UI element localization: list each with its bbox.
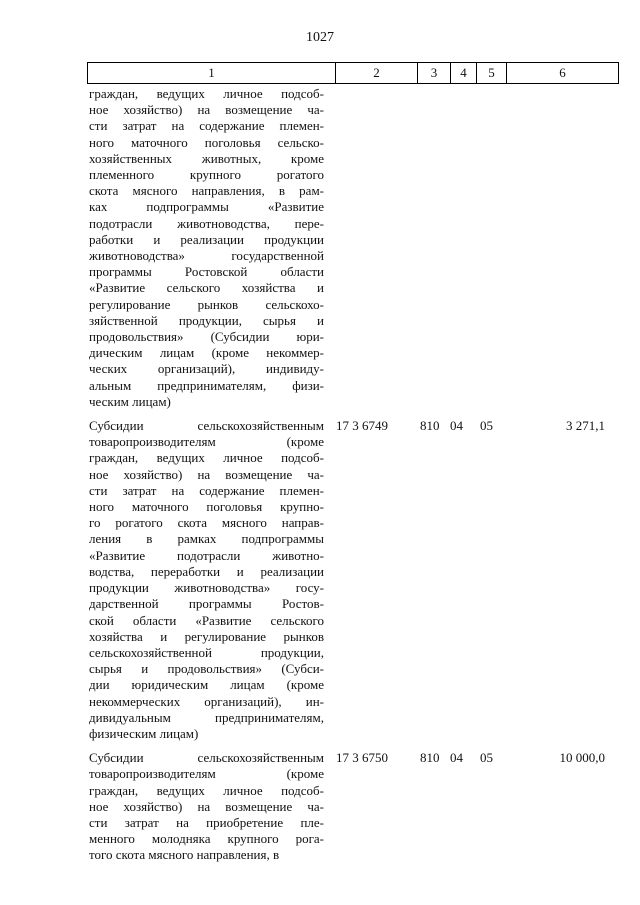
description-line: товаропроизводителям (кроме xyxy=(89,434,324,450)
subsection-code xyxy=(472,86,506,410)
table-row xyxy=(87,86,619,410)
table-header xyxy=(87,62,619,84)
subsection-code: 05 xyxy=(480,750,493,766)
description-line: товаропроизводителям (кроме xyxy=(89,766,324,782)
description-line: работки и реализации продукции xyxy=(89,231,324,247)
header-col-2: 2 xyxy=(336,63,418,83)
description-line: Субсидии сельскохозяйственным xyxy=(89,418,324,434)
description-line: физическим лицам) xyxy=(89,725,199,741)
description-line: менного молодняка крупного рога- xyxy=(89,831,324,847)
description-line: го рогатого скота мясного направ- xyxy=(89,515,324,531)
description-line: ного маточного поголовья крупно- xyxy=(89,499,324,515)
description-line: дивидуальным предпринимателям, xyxy=(89,709,324,725)
description-line: хозяйства и регулирование рынков xyxy=(89,628,324,644)
description-line: ного маточного поголовья сельско- xyxy=(89,134,324,150)
description-line: дии юридическим лицам (кроме xyxy=(89,677,324,693)
description-line: дарственной программы Ростов- xyxy=(89,596,324,612)
table-row xyxy=(87,418,619,742)
description-line: сти затрат на содержание племен- xyxy=(89,118,324,134)
description-line: дическим лицам (кроме некоммер- xyxy=(89,345,324,361)
row-description xyxy=(87,86,324,410)
table-row xyxy=(87,750,619,863)
target-article-code xyxy=(324,86,416,410)
target-article-code: 17 3 6749 xyxy=(336,418,388,434)
description-line: хозяйственных животных, кроме xyxy=(89,150,324,166)
description-line: сырья и продовольствия» (Субси- xyxy=(89,661,324,677)
section-code xyxy=(446,86,472,410)
section-code: 04 xyxy=(450,418,463,434)
description-line: животноводства» государственной xyxy=(89,248,324,264)
description-line: продовольствия» (Субсидии юри- xyxy=(89,329,324,345)
description-line: племенного крупного рогатого xyxy=(89,167,324,183)
description-line: Субсидии сельскохозяйственным xyxy=(89,750,324,766)
description-line: продукции животноводства» госу- xyxy=(89,580,324,596)
description-line: зяйственной продукции, сырья и xyxy=(89,312,324,328)
header-col-5: 5 xyxy=(477,63,507,83)
description-line: ное хозяйство) на возмещение ча- xyxy=(89,798,324,814)
header-col-6: 6 xyxy=(559,65,566,80)
expense-type xyxy=(416,86,446,410)
row-description xyxy=(87,750,324,863)
description-line: того скота мясного направления, в xyxy=(89,847,280,863)
description-line: регулирование рынков сельскохо- xyxy=(89,296,324,312)
page-number: 1027 xyxy=(306,30,334,45)
description-line: скота мясного направления, в рам- xyxy=(89,183,324,199)
description-line: граждан, ведущих личное подсоб- xyxy=(89,450,324,466)
description-line: ное хозяйство) на возмещение ча- xyxy=(89,466,324,482)
expense-type: 810 xyxy=(420,418,440,434)
description-line: некоммерческих организаций), ин- xyxy=(89,693,324,709)
description-line: сти затрат на приобретение пле- xyxy=(89,814,324,830)
row-description xyxy=(87,418,324,742)
description-line: подотрасли животноводства, пере- xyxy=(89,215,324,231)
description-line: ное хозяйство) на возмещение ча- xyxy=(89,102,324,118)
description-line: «Развитие подотрасли животно- xyxy=(89,547,324,563)
description-line: «Развитие сельского хозяйства и xyxy=(89,280,324,296)
table-body xyxy=(87,86,619,872)
target-article-code: 17 3 6750 xyxy=(336,750,388,766)
header-col-3: 3 xyxy=(418,63,451,83)
description-line: сти затрат на содержание племен- xyxy=(89,482,324,498)
amount: 3 271,1 xyxy=(566,418,605,434)
description-line: ческим лицам) xyxy=(89,393,171,409)
header-col-1: 1 xyxy=(88,63,336,83)
expense-type: 810 xyxy=(420,750,440,766)
amount: 10 000,0 xyxy=(559,750,605,766)
description-line: сельскохозяйственной продукции, xyxy=(89,644,324,660)
amount xyxy=(506,86,619,410)
subsection-code: 05 xyxy=(480,418,493,434)
description-line: ской области «Развитие сельского xyxy=(89,612,324,628)
description-line: водства, переработки и реализации xyxy=(89,563,324,579)
section-code: 04 xyxy=(450,750,463,766)
header-col-4: 4 xyxy=(451,63,477,83)
description-line: программы Ростовской области xyxy=(89,264,324,280)
description-line: ления в рамках подпрограммы xyxy=(89,531,324,547)
description-line: граждан, ведущих личное подсоб- xyxy=(89,782,324,798)
description-line: альным предпринимателям, физи- xyxy=(89,377,324,393)
description-line: ческих организаций), индивиду- xyxy=(89,361,324,377)
description-line: ках подпрограммы «Развитие xyxy=(89,199,324,215)
description-line: граждан, ведущих личное подсоб- xyxy=(89,86,324,101)
